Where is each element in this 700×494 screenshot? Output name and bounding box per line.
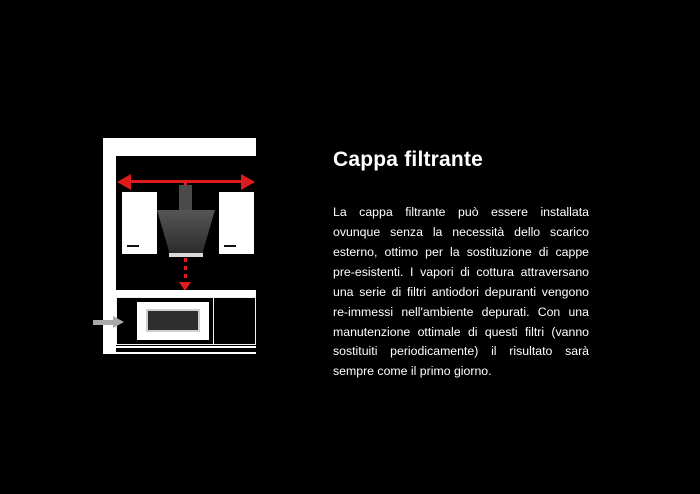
page-title: Cappa filtrante bbox=[333, 148, 484, 171]
hood-canopy bbox=[157, 210, 215, 254]
ceiling-shape bbox=[116, 138, 256, 156]
red-arrow-head-right-icon bbox=[241, 174, 255, 190]
wall-cabinet-right bbox=[219, 192, 254, 254]
text-column bbox=[333, 148, 589, 382]
body-paragraph: La cappa filtrante può essere installata ovunque senza la necessità dello scarico esterno, ottimo per la sostituzione di cappe pre-esistenti. I vapori di cottura attraversano una serie di filtri antiodori depuranti vengono re-immessi nell'ambiente depurati. Con una manutenzione ottimale di questi filtri (vanno sostituiti periodicamente) il risultato sarà sempre come il primo giorno. bbox=[333, 205, 589, 379]
hood-duct bbox=[179, 185, 192, 211]
cabinet-handle bbox=[224, 245, 236, 247]
counter-divider bbox=[213, 297, 214, 345]
grey-inlet-arrow bbox=[93, 320, 115, 325]
red-dashed-intake bbox=[184, 258, 187, 284]
cabinet-handle bbox=[127, 245, 139, 247]
oven-window bbox=[146, 309, 200, 332]
red-arrow-head-left-icon bbox=[117, 174, 131, 190]
counter-base-line bbox=[116, 346, 256, 348]
grey-inlet-arrow-head-icon bbox=[113, 316, 124, 328]
wall-cabinet-left bbox=[122, 192, 157, 254]
hood-lip bbox=[169, 253, 203, 257]
counter-top bbox=[116, 290, 256, 297]
floor-line bbox=[103, 352, 256, 354]
ceiling-edge-shape bbox=[250, 138, 256, 156]
recirculating-hood-diagram bbox=[95, 130, 285, 360]
